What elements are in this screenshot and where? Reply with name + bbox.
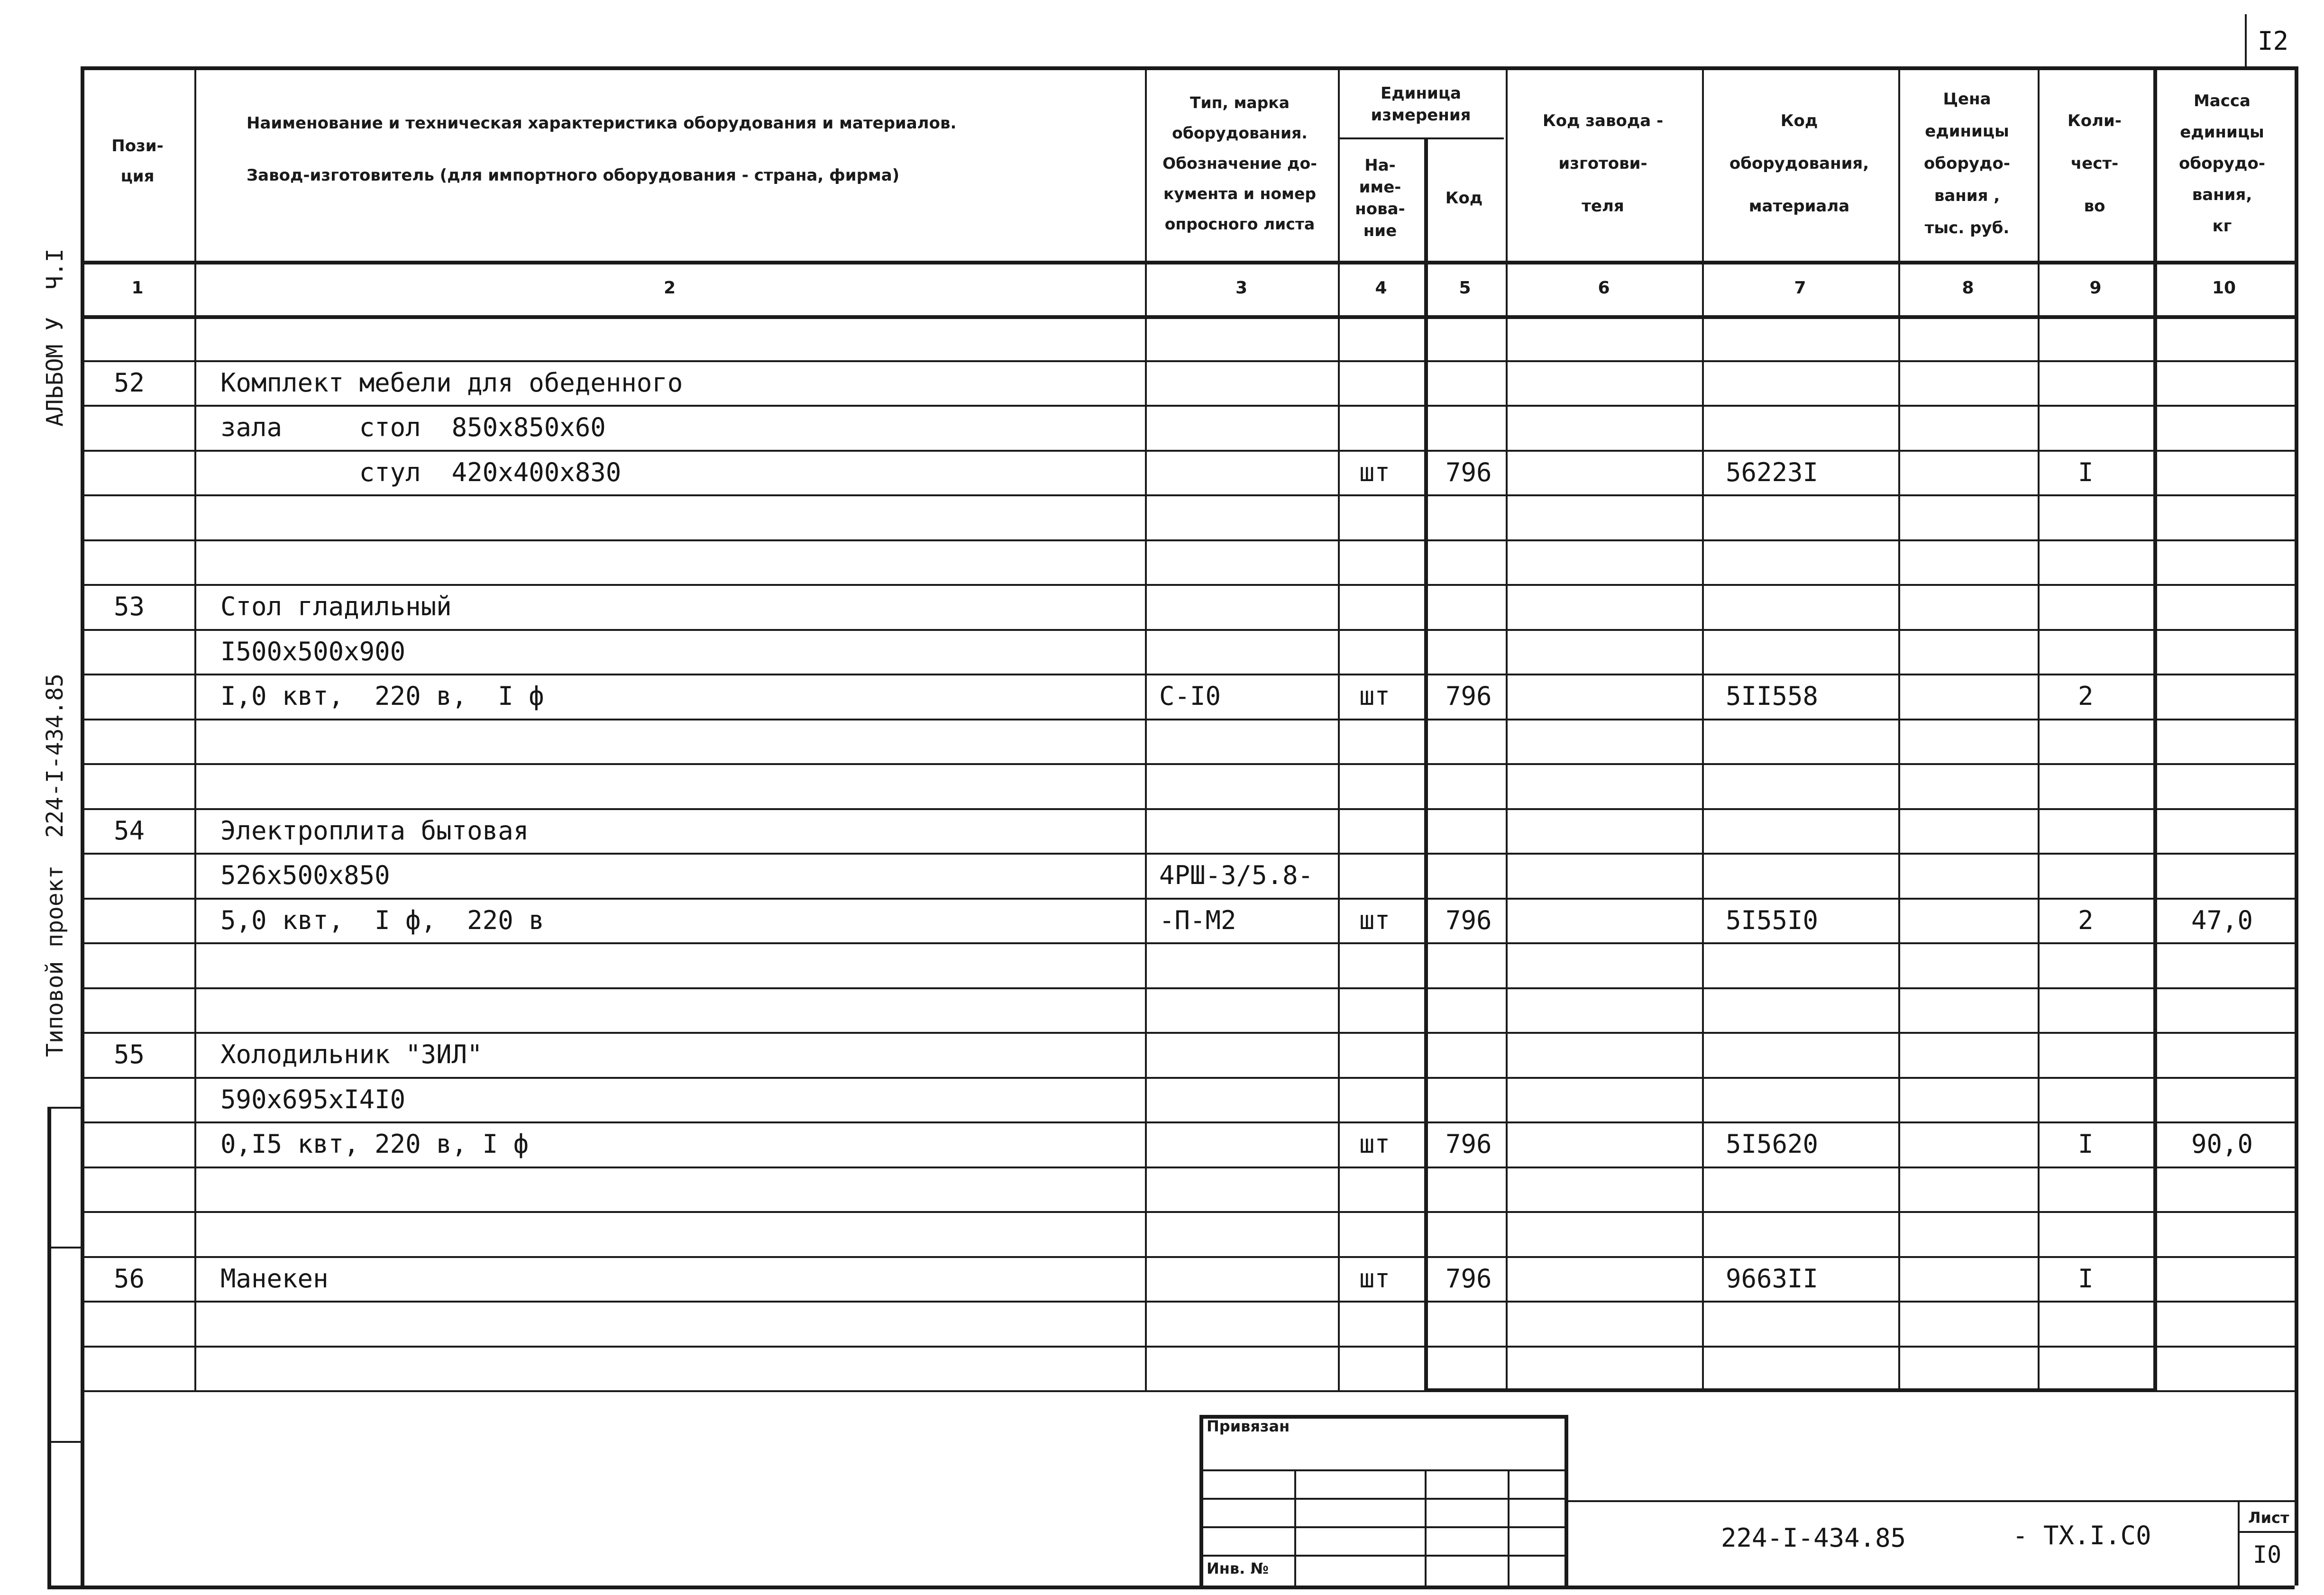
header-equip-code: Код оборудования, материала — [1729, 111, 1869, 216]
table-cell-qty: 2 — [2078, 681, 2094, 711]
header-name-line2: Завод-изготовитель (для импортного оборудования - страна, фирма) — [247, 166, 900, 185]
table-cell-unit: шт — [1359, 1129, 1391, 1159]
table-cell-name: стул 420х400х830 — [220, 457, 622, 487]
column-number: 3 — [1235, 278, 1248, 298]
table-cell-code: 796 — [1446, 457, 1492, 487]
table-cell-equip: 5II558 — [1726, 681, 1819, 711]
side-project-label: Типовой проект 224-I-434.85 — [42, 673, 68, 1057]
column-number: 8 — [1962, 278, 1974, 298]
table-cell-name: 590х695хI4I0 — [220, 1084, 406, 1114]
table-cell-name: I500х500х900 — [220, 636, 406, 666]
column-number: 4 — [1375, 278, 1387, 298]
table-cell-name: Комплект мебели для обеденного — [220, 367, 683, 398]
table-cell-qty: I — [2078, 1129, 2094, 1159]
header-position: Пози- ция — [111, 137, 164, 186]
stamp-sheet-number: I0 — [2253, 1541, 2282, 1568]
stamp-doc-suffix: - ТХ.I.С0 — [2013, 1521, 2151, 1550]
table-cell-code: 796 — [1446, 1263, 1492, 1294]
table-cell-code: 796 — [1446, 1129, 1492, 1159]
table-cell-name: 526х500х850 — [220, 860, 390, 890]
table-cell-name: зала стол 850х850х60 — [220, 412, 606, 442]
table-cell-code: 796 — [1446, 905, 1492, 935]
stamp-privyazan-label: Привязан — [1207, 1417, 1290, 1435]
column-number: 1 — [131, 278, 144, 298]
header-mass: Масса единицы оборудо- вания, кг — [2179, 91, 2265, 236]
header-unit-code: Код — [1445, 188, 1483, 208]
table-cell-unit: шт — [1359, 457, 1391, 487]
column-number: 5 — [1459, 278, 1471, 298]
header-name-line1: Наименование и техническая характеристика оборудования и материалов. — [247, 114, 957, 133]
table-cell-type: 4РШ-3/5.8- — [1159, 860, 1314, 890]
header-quantity: Коли- чест- во — [2068, 111, 2122, 216]
table-cell-equip: 5I5620 — [1726, 1129, 1819, 1159]
column-number: 2 — [663, 278, 676, 298]
table-cell-name: 0,I5 квт, 220 в, I ф — [220, 1129, 529, 1159]
table-cell-qty: I — [2078, 457, 2094, 487]
table-cell-equip: 5I55I0 — [1726, 905, 1819, 935]
table-cell-name: Электроплита бытовая — [220, 815, 529, 846]
header-plant-code: Код завода - изготови- теля — [1542, 111, 1664, 216]
table-cell-pos: 55 — [114, 1039, 145, 1069]
header-price: Цена единицы оборудо- вания , тыс. руб. — [1924, 90, 2010, 237]
table-cell-unit: шт — [1359, 905, 1391, 935]
table-cell-equip: 9663II — [1726, 1263, 1819, 1294]
header-unit-name: На- име- нова- ние — [1355, 155, 1405, 240]
page-corner-number: I2 — [2258, 26, 2289, 56]
table-cell-pos: 53 — [114, 592, 145, 621]
table-cell-unit: шт — [1359, 1263, 1391, 1294]
stamp-sheet-label: Лист — [2248, 1509, 2289, 1527]
table-cell-mass: 47,0 — [2191, 905, 2253, 935]
table-cell-unit: шт — [1359, 681, 1391, 711]
header-unit: Единица измерения — [1371, 84, 1471, 125]
table-cell-type: С-I0 — [1159, 681, 1221, 711]
header-type: Тип, марка оборудования. Обозначение до- кумента и номер опросного листа — [1162, 93, 1317, 233]
table-cell-name: Манекен — [220, 1263, 329, 1294]
table-cell-qty: I — [2078, 1263, 2094, 1294]
table-cell-pos: 52 — [114, 367, 145, 398]
table-cell-name: Холодильник "ЗИЛ" — [220, 1039, 483, 1069]
table-cell-pos: 56 — [114, 1263, 145, 1294]
stamp-inventory-label: Инв. № — [1207, 1559, 1269, 1577]
table-cell-equip: 56223I — [1726, 457, 1819, 487]
column-number: 10 — [2212, 278, 2236, 298]
table-cell-mass: 90,0 — [2191, 1129, 2253, 1159]
table-cell-name: Стол гладильный — [220, 592, 452, 621]
side-album-label: АЛЬБОМ У Ч.I — [42, 248, 68, 427]
table-cell-type: -П-М2 — [1159, 905, 1236, 935]
corner-divider — [2245, 14, 2247, 66]
table-cell-name: I,0 квт, 220 в, I ф — [220, 681, 544, 711]
table-cell-pos: 54 — [114, 815, 145, 846]
column-number: 9 — [2089, 278, 2102, 298]
column-number: 6 — [1598, 278, 1610, 298]
table-cell-qty: 2 — [2078, 905, 2094, 935]
column-number: 7 — [1794, 278, 1806, 298]
table-cell-code: 796 — [1446, 681, 1492, 711]
stamp-doc-code: 224-I-434.85 — [1721, 1523, 1906, 1553]
table-cell-name: 5,0 квт, I ф, 220 в — [220, 905, 544, 935]
